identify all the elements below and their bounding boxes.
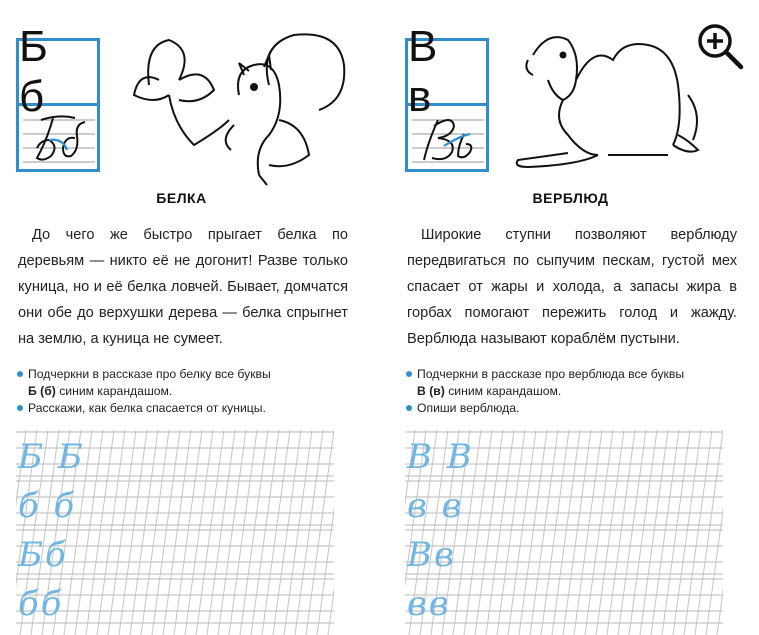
- task-text: Опиши верблюда.: [417, 401, 520, 415]
- copybook-trace-letters: вв: [407, 584, 451, 624]
- copybook-trace-letters: б б: [18, 486, 77, 526]
- story-title: ВЕРБЛЮД: [532, 190, 609, 206]
- task-text: Подчеркни в рассказе про белку все буквы: [28, 367, 271, 381]
- letter-print: В в: [408, 41, 486, 106]
- page-left: [14, 0, 349, 635]
- copybook-trace-letters: В В: [407, 437, 474, 477]
- task-item: [405, 400, 735, 417]
- task-text: синим карандашом.: [59, 384, 173, 398]
- task-text: синим карандашом.: [448, 384, 562, 398]
- copybook-trace-letters: Бб: [18, 535, 68, 575]
- task-list: [16, 366, 346, 417]
- task-item: [16, 366, 346, 400]
- task-text: Подчеркни в рассказе про верблюда все буквы: [417, 367, 685, 381]
- task-item: [405, 366, 735, 400]
- copybook-grid: [16, 430, 334, 635]
- page-right: [403, 0, 738, 635]
- camel-illustration: [508, 25, 708, 180]
- story-title: БЕЛКА: [156, 190, 207, 206]
- letter-card-b: [16, 22, 100, 172]
- squirrel-illustration: [119, 25, 359, 190]
- story-text: До чего же быстро прыгает белка по деревьям — никто её не догонит! Разве только куница, но и её белка ловчей. Бывает, домчатся они обе до верхушки дерева — белка спрыгнет на землю, а куница не сумеет.: [18, 227, 348, 347]
- letter-card-v: [405, 22, 489, 172]
- copybook-trace-letters: в в: [407, 486, 464, 526]
- task-text: Расскажи, как белка спасается от куницы.: [28, 401, 266, 415]
- copybook-trace-letters: бб: [18, 584, 64, 624]
- task-letter: Б (б): [28, 384, 56, 398]
- story-text: Широкие ступни позволяют верблюду передвигаться по сыпучим пескам, густой мех спасает от жары и холода, а запасы жира в горбах помогают пережить голод и жажду. Верблюда называют кораблём пустыни.: [407, 227, 737, 347]
- copybook-grid: [405, 430, 723, 635]
- task-item: [16, 400, 346, 417]
- task-letter: В (в): [417, 384, 445, 398]
- copybook-trace-letters: Б Б: [18, 437, 85, 477]
- copybook-trace-letters: Вв: [407, 535, 456, 575]
- task-list: [405, 366, 735, 417]
- letter-print: Б б: [19, 41, 97, 106]
